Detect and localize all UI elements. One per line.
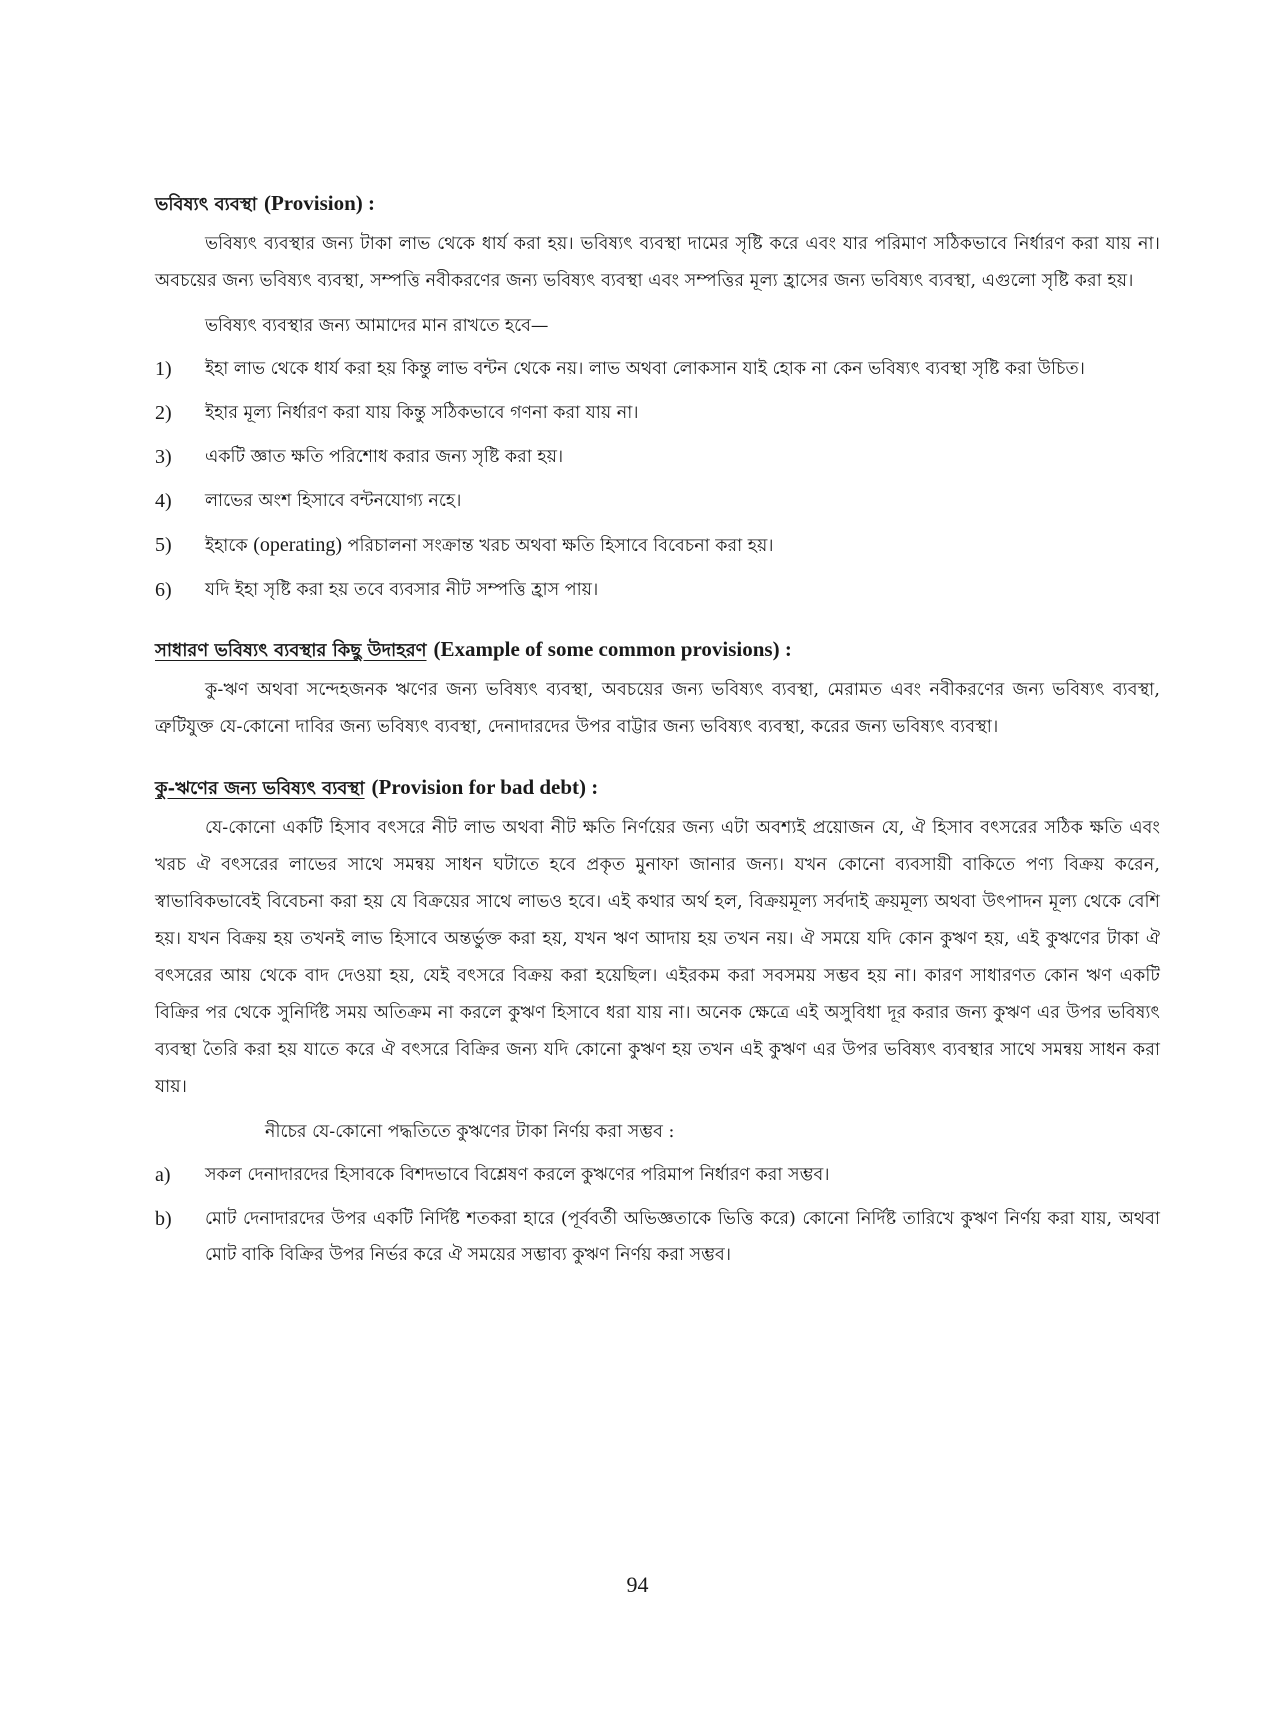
section-heading	[155, 634, 1160, 666]
list-intro: ভবিষ্যৎ ব্যবস্থার জন্য আমাদের মান রাখতে হবে—	[205, 316, 549, 336]
list-text: যদি ইহা সৃষ্টি করা হয় তবে ব্যবসার নীট সম্পত্তি হ্রাস পায়।	[205, 580, 599, 600]
list-text-english: (operating)	[253, 534, 343, 556]
numbered-list	[155, 351, 1160, 608]
list-item	[155, 439, 1160, 475]
list-number: 4)	[155, 490, 172, 512]
list-item	[155, 351, 1160, 387]
list-text: ইহা লাভ থেকে ধার্য করা হয় কিন্তু লাভ বন্টন থেকে নয়। লাভ অথবা লোকসান যাই হোক না কেন ভবিষ্যৎ ব্যবস্থা সৃষ্টি করা উচিত।	[205, 359, 1085, 379]
paragraph: কু-ঋণ অথবা সন্দেহজনক ঋণের জন্য ভবিষ্যৎ ব্যবস্থা, অবচয়ের জন্য ভবিষ্যৎ ব্যবস্থা, মেরামত এবং নবীকরণের জন্য ভবিষ্যৎ ব্যবস্থা, ত্রুটিযুক্ত যে-কোনো দাবির জন্য ভবিষ্যৎ ব্যবস্থা, দেনাদারদের উপর বাট্টার জন্য ভবিষ্যৎ ব্যবস্থা, করের জন্য ভবিষ্যৎ ব্যবস্থা।	[155, 680, 1160, 737]
list-text: লাভের অংশ হিসাবে বন্টনযোগ্য নহে।	[205, 491, 462, 511]
list-item	[155, 483, 1160, 519]
section-heading	[155, 772, 1160, 804]
paragraph: যে-কোনো একটি হিসাব বৎসরে নীট লাভ অথবা নীট ক্ষতি নির্ণয়ের জন্য এটা অবশ্যই প্রয়োজন যে, ঐ হিসাব বৎসরের সঠিক ক্ষতি এবং খরচ ঐ বৎসরের লাভের সাথে সমন্বয় সাধন ঘটাতে হবে প্রকৃত মুনাফা জানার জন্য। যখন কোনো ব্যবসায়ী বাকিতে পণ্য বিক্রয় করেন, স্বাভাবিকভাবেই বিবেচনা করা হয় যে বিক্রয়ের সাথে লাভও হবে। এই কথার অর্থ হল, বিক্রয়মূল্য সর্বদাই ক্রয়মূল্য অথবা উৎপাদন মূল্য থেকে বেশি হয়। যখন বিক্রয় হয় তখনই লাভ হিসাবে অন্তর্ভুক্ত করা হয়, যখন ঋণ আদায় হয় তখন নয়। ঐ সময়ে যদি কোন কুঋণ হয়, এই কুঋণের টাকা ঐ বৎসরের আয় থেকে বাদ দেওয়া হয়, যেই বৎসরে বিক্রয় করা হয়েছিল। এইরকম করা সবসময় সম্ভব হয় না। কারণ সাধারণত কোন ঋণ একটি বিক্রির পর থেকে সুনির্দিষ্ট সময় অতিক্রম না করলে কুঋণ হিসাবে ধরা যায় না। অনেক ক্ষেত্রে এই অসুবিধা দূর করার জন্য কুঋণ এর উপর ভবিষ্যৎ ব্যবস্থা তৈরি করা হয় যাতে করে ঐ বৎসরে বিক্রির জন্য যদি কোনো কুঋণ হয় তখন এই কুঋণ এর উপর ভবিষ্যৎ ব্যবস্থার সাথে সমন্বয় সাধন করা যায়।	[155, 818, 1160, 1097]
heading-english: (Example of some common provisions) :	[433, 637, 792, 661]
list-number: 1)	[155, 358, 172, 380]
list-text: ইহার মূল্য নির্ধারণ করা যায় কিন্তু সঠিকভাবে গণনা করা যায় না।	[205, 403, 639, 423]
heading-bengali: ভবিষ্যৎ ব্যবস্থা	[155, 194, 258, 215]
heading-english: (Provision for bad debt) :	[371, 775, 599, 799]
list-text-after: পরিচালনা সংক্রান্ত খরচ অথবা ক্ষতি হিসাবে বিবেচনা করা হয়।	[342, 536, 774, 556]
list-intro: নীচের যে-কোনো পদ্ধতিতে কুঋণের টাকা নির্ণয় করা সম্ভব :	[265, 1122, 675, 1142]
list-text: মোট দেনাদারদের উপর একটি নির্দিষ্ট শতকরা হারে (পূর্ববর্তী অভিজ্ঞতাকে ভিত্তি করে) কোনো নির্দিষ্ট তারিখে কুঋণ নির্ণয় করা যায়, অথবা মোট বাকি বিক্রির উপর নির্ভর করে ঐ সময়ের সম্ভাব্য কুঋণ নির্ণয় করা সম্ভব।	[205, 1209, 1160, 1265]
section-common-provisions	[155, 634, 1160, 746]
list-item	[155, 527, 1160, 564]
heading-bengali: সাধারণ ভবিষ্যৎ ব্যবস্থার কিছু উদাহরণ	[155, 640, 427, 661]
page-number: 94	[626, 1572, 649, 1597]
list-text: একটি জ্ঞাত ক্ষতি পরিশোধ করার জন্য সৃষ্টি করা হয়।	[205, 447, 564, 467]
section-bad-debt	[155, 772, 1160, 1273]
section-heading	[155, 188, 1160, 220]
lettered-list	[155, 1157, 1160, 1273]
heading-bengali: কু-ঋণের জন্য ভবিষ্যৎ ব্যবস্থা	[155, 778, 365, 799]
list-number: 3)	[155, 446, 172, 468]
list-number: 5)	[155, 534, 172, 556]
list-number: 2)	[155, 402, 172, 424]
list-item	[155, 395, 1160, 431]
list-number: 6)	[155, 579, 172, 601]
list-text	[205, 527, 1160, 564]
page-content	[155, 188, 1160, 1281]
list-item	[155, 1201, 1160, 1273]
list-text-before: ইহাকে	[205, 536, 254, 556]
list-item	[155, 572, 1160, 608]
list-item	[155, 1157, 1160, 1193]
list-letter: a)	[155, 1164, 171, 1186]
list-text: সকল দেনাদারদের হিসাবকে বিশদভাবে বিশ্লেষণ করলে কুঋণের পরিমাপ নির্ধারণ করা সম্ভব।	[205, 1165, 830, 1185]
heading-english: (Provision) :	[263, 191, 376, 215]
section-provision	[155, 188, 1160, 608]
paragraph: ভবিষ্যৎ ব্যবস্থার জন্য টাকা লাভ থেকে ধার্য করা হয়। ভবিষ্যৎ ব্যবস্থা দামের সৃষ্টি করে এবং যার পরিমাণ সঠিকভাবে নির্ধারণ করা যায় না। অবচয়ের জন্য ভবিষ্যৎ ব্যবস্থা, সম্পত্তি নবীকরণের জন্য ভবিষ্যৎ ব্যবস্থা এবং সম্পত্তির মূল্য হ্রাসের জন্য ভবিষ্যৎ ব্যবস্থা, এগুলো সৃষ্টি করা হয়।	[155, 234, 1160, 291]
list-letter: b)	[155, 1208, 172, 1230]
